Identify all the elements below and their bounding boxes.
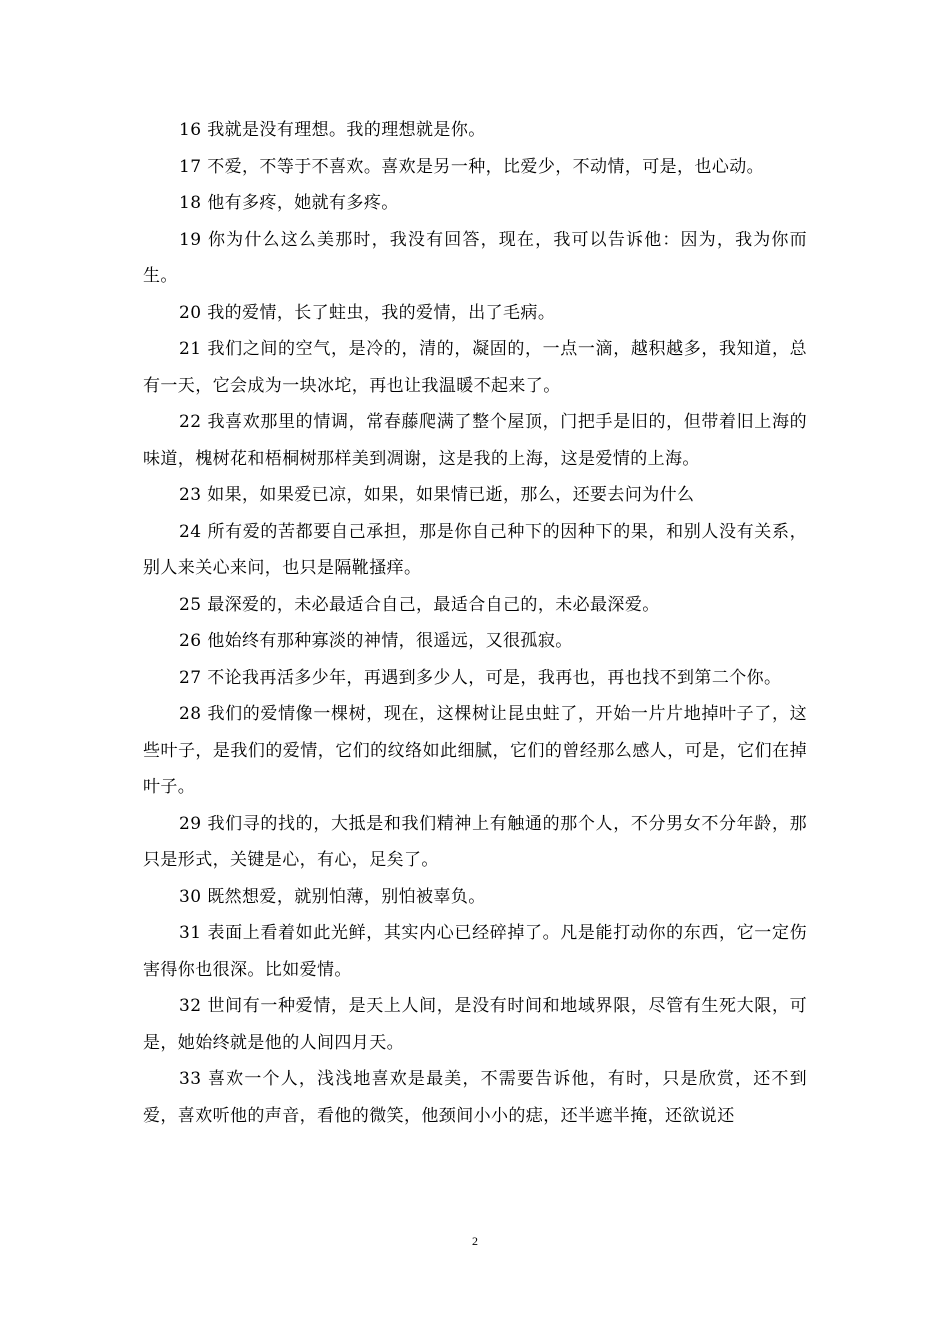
paragraph-22: 22 我喜欢那里的情调，常春藤爬满了整个屋顶，门把手是旧的，但带着旧上海的味道，槐树花和梧桐树那样美到凋谢，这是我的上海，这是爱情的上海。	[143, 412, 807, 469]
document-body	[143, 112, 807, 1134]
paragraph-19: 19 你为什么这么美那时，我没有回答，现在，我可以告诉他：因为，我为你而生。	[143, 229, 807, 286]
paragraph-31: 31 表面上看着如此光鲜，其实内心已经碎掉了。凡是能打动你的东西，它一定伤害得你也很深。比如爱情。	[143, 923, 807, 980]
paragraph-32: 32 世间有一种爱情，是天上人间，是没有时间和地域界限，尽管有生死大限，可是，她始终就是他的人间四月天。	[143, 996, 807, 1053]
paragraph-16: 16 我就是没有理想。我的理想就是你。	[179, 120, 486, 140]
paragraph-28: 28 我们的爱情像一棵树，现在，这棵树让昆虫蛀了，开始一片片地掉叶子了，这些叶子，是我们的爱情，它们的纹络如此细腻，它们的曾经那么感人，可是，它们在掉叶子。	[143, 704, 807, 797]
paragraph-20: 20 我的爱情，长了蛀虫，我的爱情，出了毛病。	[179, 302, 556, 323]
paragraph-25: 25 最深爱的，未必最适合自己，最适合自己的，未必最深爱。	[179, 594, 660, 615]
page-number: 2	[472, 1234, 478, 1248]
paragraph-17: 17 不爱，不等于不喜欢。喜欢是另一种，比爱少，不动情，可是，也心动。	[179, 156, 765, 177]
paragraph-18: 18 他有多疼，她就有多疼。	[179, 193, 399, 213]
paragraph-30: 30 既然想爱，就别怕薄，别怕被辜负。	[179, 886, 486, 907]
paragraph-27: 27 不论我再活多少年，再遇到多少人，可是，我再也，再也找不到第二个你。	[179, 667, 782, 688]
paragraph-23: 23 如果，如果爱已凉，如果，如果情已逝，那么，还要去问为什么	[179, 485, 695, 505]
paragraph-24: 24 所有爱的苦都要自己承担，那是你自己种下的因种下的果，和别人没有关系，别人来关心来问，也只是隔靴搔痒。	[143, 521, 807, 578]
paragraph-21: 21 我们之间的空气，是冷的，清的，凝固的，一点一滴，越积越多，我知道，总有一天，它会成为一块冰坨，再也让我温暖不起来了。	[143, 339, 807, 396]
paragraph-33: 33 喜欢一个人，浅浅地喜欢是最美，不需要告诉他，有时，只是欣赏，还不到爱，喜欢听他的声音，看他的微笑，他颈间小小的痣，还半遮半掩，还欲说还	[143, 1069, 807, 1126]
paragraph-29: 29 我们寻的找的，大抵是和我们精神上有触通的那个人，不分男女不分年龄，那只是形式，关键是心，有心，足矣了。	[143, 813, 807, 870]
paragraph-26: 26 他始终有那种寡淡的神情，很遥远，又很孤寂。	[179, 631, 573, 651]
